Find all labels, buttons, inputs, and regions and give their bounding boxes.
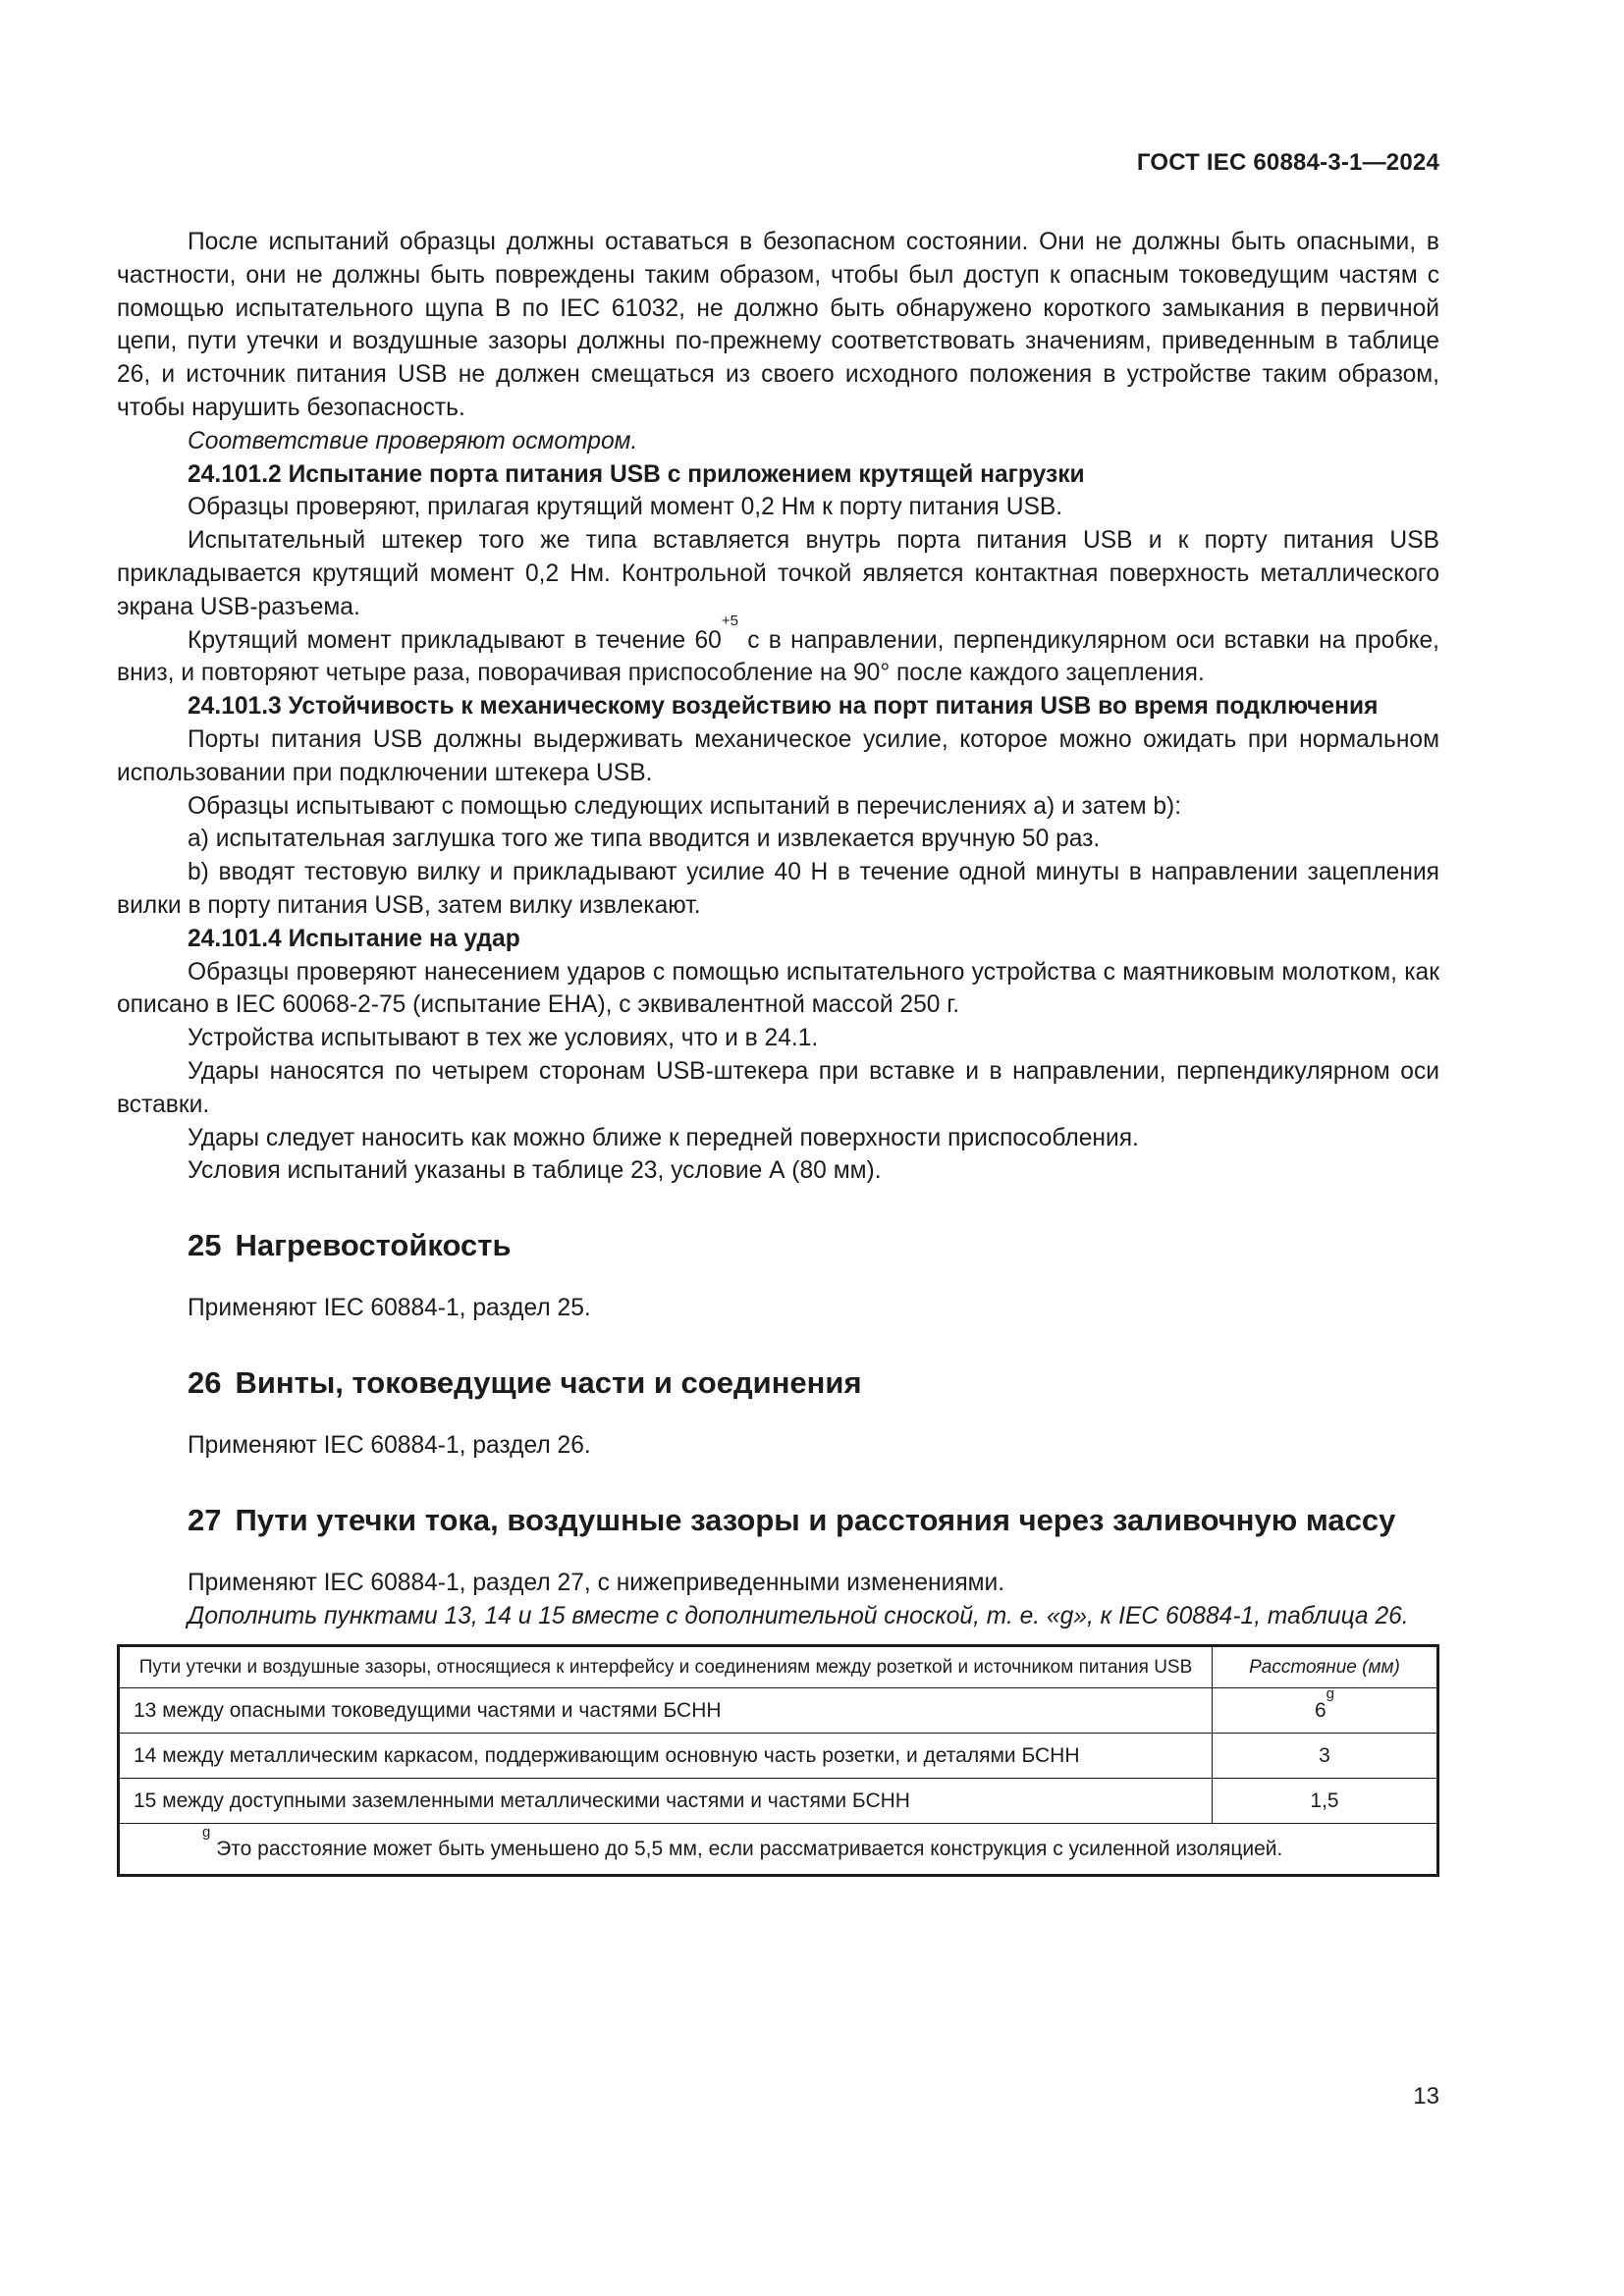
document-body xyxy=(117,226,1439,1877)
table-footnote xyxy=(119,1824,1438,1876)
paragraph: Образцы проверяют нанесением ударов с помощью испытательного устройства с маятниковым молотком, как описано в IEC 60068-2-75 (испытание ЕНА), с эквивалентной массой 250 г. xyxy=(117,958,1439,1019)
torque-text-end: с в направлении, перпендикулярном оси вставки на пробке, вниз, и повторяют четыре раза, поворачивая приспособление на 90° после каждого зацепления. xyxy=(117,626,1439,687)
standard-header: ГОСТ IEC 60884-3-1—2024 xyxy=(1136,149,1439,176)
row-value xyxy=(1213,1685,1438,1734)
footnote-text: Это расстояние может быть уменьшено до 5,5 мм, если рассматривается конструкция с усиленной изоляцией. xyxy=(210,1838,1283,1861)
section-number: 25 xyxy=(188,1228,222,1263)
page-number: 13 xyxy=(1413,2083,1439,2109)
clearance-table xyxy=(117,1644,1439,1877)
footnote-mark: g xyxy=(202,1824,211,1842)
paragraph-torque-time xyxy=(117,612,1439,691)
section-26-text: Применяют IEC 60884-1, раздел 26. xyxy=(188,1431,591,1459)
row-label: 13 между опасными токоведущими частями и частями БСНН xyxy=(119,1688,1213,1734)
paragraph: Образцы проверяют, прилагая крутящий момент 0,2 Нм к порту питания USB. xyxy=(188,494,1063,521)
paragraph: Удары следует наносить как можно ближе к передней поверхности приспособления. xyxy=(188,1124,1139,1151)
subclause-heading-24-101-4: 24.101.4 Испытание на удар xyxy=(188,925,520,952)
subclause-heading-24-101-2: 24.101.2 Испытание порта питания USB с приложением крутящей нагрузки xyxy=(188,460,1085,488)
paragraph-compliance: Соответствие проверяют осмотром. xyxy=(188,427,638,454)
list-item-b: b) вводят тестовую вилку и прикладывают усилие 40 Н в течение одной минуты в направлении зацепления вилки в порту питания USB, затем вилку извлекают. xyxy=(117,859,1439,919)
section-25-heading xyxy=(117,1225,1439,1266)
table-row xyxy=(119,1779,1438,1824)
list-item-a: а) испытательная заглушка того же типа вводится и извлекается вручную 50 раз. xyxy=(188,826,1101,853)
section-number: 27 xyxy=(188,1502,222,1537)
row-value: 1,5 xyxy=(1213,1779,1438,1824)
section-27-heading xyxy=(117,1500,1439,1541)
section-number: 26 xyxy=(188,1364,222,1400)
paragraph: Испытательный штекер того же типа вставляется внутрь порта питания USB и к порту питания USB прикладывается крутящий момент 0,2 Нм. Контрольной точкой является контактная поверхность металлического экрана USB-разъема. xyxy=(117,527,1439,620)
table-header-row xyxy=(119,1646,1438,1688)
value-text: 6 xyxy=(1314,1699,1326,1723)
table-header-path: Пути утечки и воздушные зазоры, относящиеся к интерфейсу и соединениям между розеткой и источником питания USB xyxy=(119,1646,1213,1688)
section-25-text: Применяют IEC 60884-1, раздел 25. xyxy=(188,1295,591,1322)
section-27-instruction: Дополнить пунктами 13, 14 и 15 вместе с дополнительной сноской, т. е. «g», к IEC 60884-1, таблица 26. xyxy=(188,1602,1409,1629)
table-row xyxy=(119,1688,1438,1734)
subclause-heading-24-101-3: 24.101.3 Устойчивость к механическому воздействию на порт питания USB во время подключения xyxy=(188,693,1379,721)
row-label: 15 между доступными заземленными металлическими частями и частями БСНН xyxy=(119,1779,1213,1824)
section-27-text: Применяют IEC 60884-1, раздел 27, с нижеприведенными изменениями. xyxy=(188,1569,1005,1596)
table-row xyxy=(119,1734,1438,1779)
paragraph: Удары наносятся по четырем сторонам USB-штекера при вставке и в направлении, перпендикулярном оси вставки. xyxy=(117,1057,1439,1118)
section-title: Винты, токоведущие части и соединения xyxy=(235,1364,862,1400)
table-footnote-row xyxy=(119,1824,1438,1876)
tolerance-superscript: +5 xyxy=(721,612,738,629)
torque-text-start: Крутящий момент прикладывают в течение 60 xyxy=(188,626,722,654)
paragraph: Образцы испытывают с помощью следующих испытаний в перечислениях а) и затем b): xyxy=(188,792,1182,820)
footnote-ref: g xyxy=(1326,1685,1335,1703)
paragraph: После испытаний образцы должны оставаться в безопасном состоянии. Они не должны быть опасными, в частности, они не должны быть повреждены таким образом, чтобы был доступ к опасным токоведущим частям с помощью испытательного щупа В по IEC 61032, не должно быть обнаружено короткого замыкания в первичной цепи, пути утечки и воздушные зазоры должны по-прежнему соответствовать значениям, приведенным в таблице 26, и источник питания USB не должен смещаться из своего исходного положения в устройстве таким образом, чтобы нарушить безопасность. xyxy=(117,229,1439,421)
row-value: 3 xyxy=(1213,1734,1438,1779)
row-label: 14 между металлическим каркасом, поддерживающим основную часть розетки, и деталями БСНН xyxy=(119,1734,1213,1779)
section-title: Нагревостойкость xyxy=(235,1228,512,1263)
paragraph: Условия испытаний указаны в таблице 23, условие А (80 мм). xyxy=(188,1157,882,1185)
paragraph: Порты питания USB должны выдерживать механическое усилие, которое можно ожидать при нормальном использовании при подключении штекера USB. xyxy=(117,725,1439,786)
section-title: Пути утечки тока, воздушные зазоры и расстояния через заливочную массу xyxy=(235,1502,1396,1537)
paragraph: Устройства испытывают в тех же условиях, что и в 24.1. xyxy=(188,1025,819,1052)
section-26-heading xyxy=(117,1362,1439,1404)
table-header-distance: Расстояние (мм) xyxy=(1213,1646,1438,1688)
